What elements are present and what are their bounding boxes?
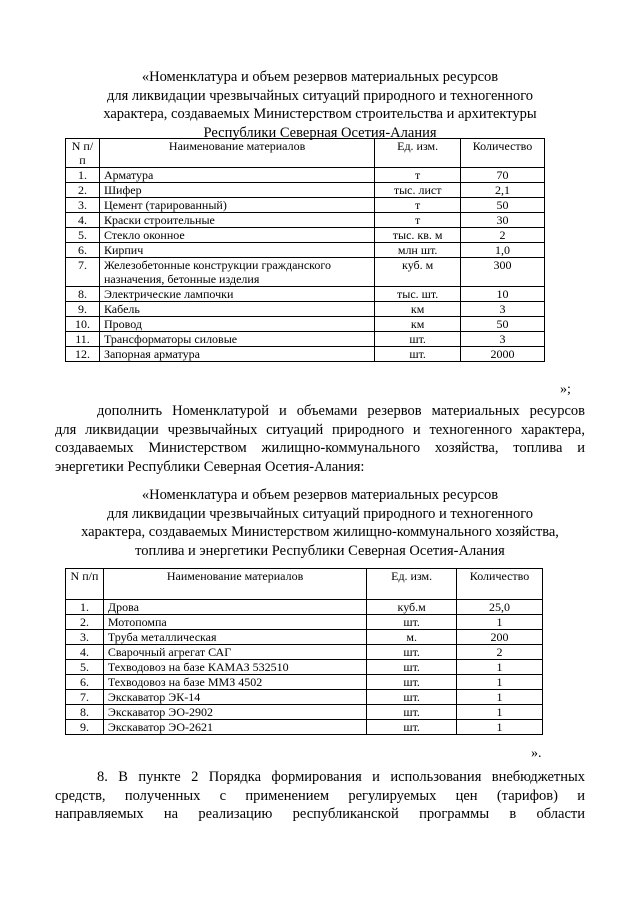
row-unit: шт. xyxy=(367,645,457,660)
row-qty: 1 xyxy=(457,615,543,630)
table-row xyxy=(66,705,543,720)
row-unit: шт. xyxy=(375,332,461,347)
row-qty: 300 xyxy=(461,258,545,287)
row-unit: шт. xyxy=(367,720,457,735)
header-unit: Ед. изм. xyxy=(375,139,461,168)
section1-title-line: для ликвидации чрезвычайных ситуаций природного и техногенного xyxy=(106,87,534,104)
row-unit: тыс. шт. xyxy=(375,287,461,302)
row-name: Шифер xyxy=(99,183,374,198)
row-num: 2. xyxy=(66,183,100,198)
row-num: 10. xyxy=(66,317,100,332)
row-unit: шт. xyxy=(375,347,461,362)
row-num: 4. xyxy=(66,645,104,660)
table-row xyxy=(66,347,545,362)
section2-closing-quote: ». xyxy=(531,746,542,761)
row-qty: 25,0 xyxy=(457,600,543,615)
row-unit: шт. xyxy=(367,615,457,630)
row-name: Железобетонные конструкции гражданского назначения, бетонные изделия xyxy=(99,258,374,287)
paragraph-line: направляемых на реализацию республиканской программы в области xyxy=(55,806,585,822)
row-qty: 50 xyxy=(461,317,545,332)
row-qty: 1 xyxy=(457,690,543,705)
table-row xyxy=(66,228,545,243)
row-num: 8. xyxy=(66,287,100,302)
row-unit: т xyxy=(375,198,461,213)
table-row xyxy=(66,183,545,198)
row-name: Труба металлическая xyxy=(103,630,366,645)
table-header-row xyxy=(66,569,543,600)
row-num: 1. xyxy=(66,168,100,183)
section1-closing-quote: »; xyxy=(560,382,571,397)
paragraph-line: энергетики Республики Северная Осетия-Алания: xyxy=(55,458,365,475)
section1-table xyxy=(65,138,545,362)
row-name: Кабель xyxy=(99,302,374,317)
row-qty: 50 xyxy=(461,198,545,213)
table-row xyxy=(66,332,545,347)
row-unit: млн шт. xyxy=(375,243,461,258)
row-name: Провод xyxy=(99,317,374,332)
header-name: Наименование материалов xyxy=(103,569,366,600)
bottom-paragraph xyxy=(55,768,585,824)
row-name: Экскаватор ЭО-2621 xyxy=(103,720,366,735)
section2-table xyxy=(65,568,543,735)
row-num: 12. xyxy=(66,347,100,362)
row-qty: 30 xyxy=(461,213,545,228)
row-qty: 10 xyxy=(461,287,545,302)
row-name: Запорная арматура xyxy=(99,347,374,362)
row-qty: 200 xyxy=(457,630,543,645)
row-name: Цемент (тарированный) xyxy=(99,198,374,213)
table-row xyxy=(66,302,545,317)
row-qty: 1 xyxy=(457,705,543,720)
row-qty: 2000 xyxy=(461,347,545,362)
table-row xyxy=(66,243,545,258)
row-num: 7. xyxy=(66,690,104,705)
row-num: 2. xyxy=(66,615,104,630)
row-name: Трансформаторы силовые xyxy=(99,332,374,347)
row-name: Стекло оконное xyxy=(99,228,374,243)
row-num: 7. xyxy=(66,258,100,287)
row-qty: 1,0 xyxy=(461,243,545,258)
row-name: Краски строительные xyxy=(99,213,374,228)
table-row xyxy=(66,258,545,287)
table-row xyxy=(66,213,545,228)
row-name: Сварочный агрегат САГ xyxy=(103,645,366,660)
row-num: 1. xyxy=(66,600,104,615)
section1-title-line: Республики Северная Осетия-Алания xyxy=(203,124,437,141)
row-unit: куб.м xyxy=(367,600,457,615)
row-unit: т xyxy=(375,213,461,228)
row-unit: тыс. кв. м xyxy=(375,228,461,243)
row-unit: км xyxy=(375,302,461,317)
row-name: Техводовоз на базе КАМАЗ 532510 xyxy=(103,660,366,675)
row-name: Экскаватор ЭК-14 xyxy=(103,690,366,705)
row-num: 6. xyxy=(66,675,104,690)
row-unit: шт. xyxy=(367,705,457,720)
middle-paragraph xyxy=(55,402,585,476)
row-name: Мотопомпа xyxy=(103,615,366,630)
row-num: 4. xyxy=(66,213,100,228)
header-num: N п/п xyxy=(66,569,104,600)
row-qty: 1 xyxy=(457,660,543,675)
section2-title-line: характера, создаваемых Министерством жилищно-коммунального хозяйства, xyxy=(81,524,559,540)
paragraph-line: средств, полученных с применением регулируемых цен (тарифов) и xyxy=(55,787,585,804)
paragraph-line: 8. В пункте 2 Порядка формирования и использования внебюджетных xyxy=(97,769,585,785)
paragraph-line: создаваемых Министерством жилищно-коммунального хозяйства, топлива и xyxy=(55,440,585,456)
section1-title-line: характера, создаваемых Министерством строительства и архитектуры xyxy=(103,106,537,122)
header-name: Наименование материалов xyxy=(99,139,374,168)
row-unit: шт. xyxy=(367,675,457,690)
row-name: Арматура xyxy=(99,168,374,183)
row-unit: тыс. лист xyxy=(375,183,461,198)
row-name: Кирпич xyxy=(99,243,374,258)
row-unit: км xyxy=(375,317,461,332)
header-unit: Ед. изм. xyxy=(367,569,457,600)
table-row xyxy=(66,630,543,645)
table-row xyxy=(66,720,543,735)
row-qty: 2 xyxy=(457,645,543,660)
row-qty: 2,1 xyxy=(461,183,545,198)
row-name: Дрова xyxy=(103,600,366,615)
row-unit: шт. xyxy=(367,660,457,675)
row-num: 3. xyxy=(66,630,104,645)
row-name: Экскаватор ЭО-2902 xyxy=(103,705,366,720)
row-qty: 2 xyxy=(461,228,545,243)
table-row xyxy=(66,317,545,332)
section2-title-line: для ликвидации чрезвычайных ситуаций природного и техногенного xyxy=(106,505,534,522)
section2-title-line: топлива и энергетики Республики Северная Осетия-Алания xyxy=(135,542,505,559)
header-qty: Количество xyxy=(457,569,543,600)
row-qty: 3 xyxy=(461,302,545,317)
paragraph-line: для ликвидации чрезвычайных ситуаций природного и техногенного характера, xyxy=(55,421,585,438)
row-num: 9. xyxy=(66,720,104,735)
row-num: 5. xyxy=(66,660,104,675)
row-num: 11. xyxy=(66,332,100,347)
table-header-row xyxy=(66,139,545,168)
row-num: 5. xyxy=(66,228,100,243)
table-row xyxy=(66,660,543,675)
table-row xyxy=(66,615,543,630)
paragraph-line: дополнить Номенклатурой и объемами резервов материальных ресурсов xyxy=(97,403,585,419)
table-row xyxy=(66,168,545,183)
section1-title xyxy=(70,68,570,142)
row-num: 8. xyxy=(66,705,104,720)
row-qty: 1 xyxy=(457,675,543,690)
row-unit: м. xyxy=(367,630,457,645)
row-num: 6. xyxy=(66,243,100,258)
row-num: 9. xyxy=(66,302,100,317)
table-row xyxy=(66,645,543,660)
row-unit: шт. xyxy=(367,690,457,705)
row-qty: 1 xyxy=(457,720,543,735)
header-qty: Количество xyxy=(461,139,545,168)
row-name: Техводовоз на базе ММЗ 4502 xyxy=(103,675,366,690)
header-num: N п/п xyxy=(66,139,100,168)
table-row xyxy=(66,600,543,615)
table-row xyxy=(66,287,545,302)
table-row xyxy=(66,690,543,705)
section2-title xyxy=(70,486,570,560)
row-num: 3. xyxy=(66,198,100,213)
row-unit: куб. м xyxy=(375,258,461,287)
section1-title-line: «Номенклатура и объем резервов материальных ресурсов xyxy=(141,69,499,85)
section2-title-line: «Номенклатура и объем резервов материальных ресурсов xyxy=(141,487,499,503)
row-qty: 3 xyxy=(461,332,545,347)
table-row xyxy=(66,198,545,213)
table-row xyxy=(66,675,543,690)
row-name: Электрические лампочки xyxy=(99,287,374,302)
row-unit: т xyxy=(375,168,461,183)
row-qty: 70 xyxy=(461,168,545,183)
